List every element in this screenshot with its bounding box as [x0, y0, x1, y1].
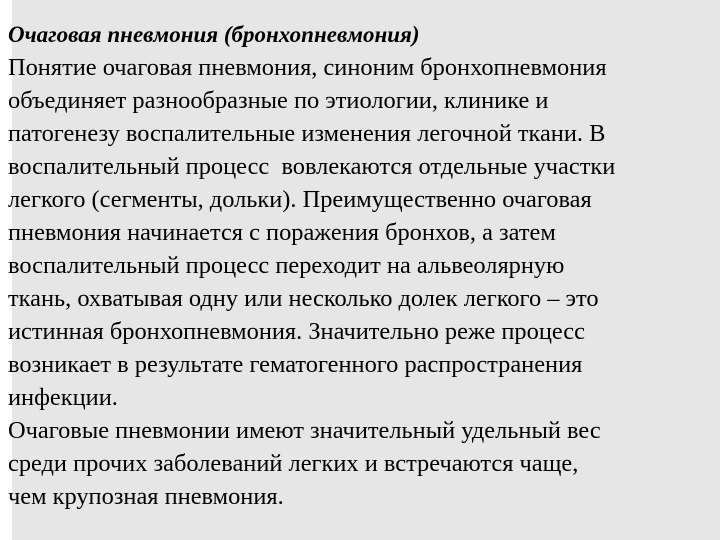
text-line: среди прочих заболеваний легких и встречаются чаще,	[8, 450, 579, 477]
text-line: объединяет разнообразные по этиологии, клинике и	[8, 87, 549, 114]
text-line: истинная бронхопневмония. Значительно реже процесс	[8, 318, 585, 345]
slide-content	[8, 18, 714, 513]
text-line: патогенезу воспалительные изменения легочной ткани. В	[8, 120, 606, 147]
text-line: воспалительный процесс вовлекаются отдельные участки	[8, 153, 616, 180]
text-line: пневмония начинается с поражения бронхов, а затем	[8, 219, 556, 246]
text-line: возникает в результате гематогенного распространения	[8, 351, 583, 378]
paragraph-definition	[8, 51, 714, 414]
text-line: чем крупозная пневмония.	[8, 483, 284, 510]
text-line: инфекции.	[8, 384, 118, 411]
text-line: ткань, охватывая одну или несколько долек легкого – это	[8, 285, 599, 312]
text-line: Очаговые пневмонии имеют значительный удельный вес	[8, 417, 601, 444]
text-line: воспалительный процесс переходит на альвеолярную	[8, 252, 565, 279]
paragraph-prevalence	[8, 414, 714, 513]
text-line: легкого (сегменты, дольки). Преимущественно очаговая	[8, 186, 592, 213]
slide-title: Очаговая пневмония (бронхопневмония)	[8, 22, 420, 47]
text-line: Понятие очаговая пневмония, синоним бронхопневмония	[8, 54, 607, 81]
